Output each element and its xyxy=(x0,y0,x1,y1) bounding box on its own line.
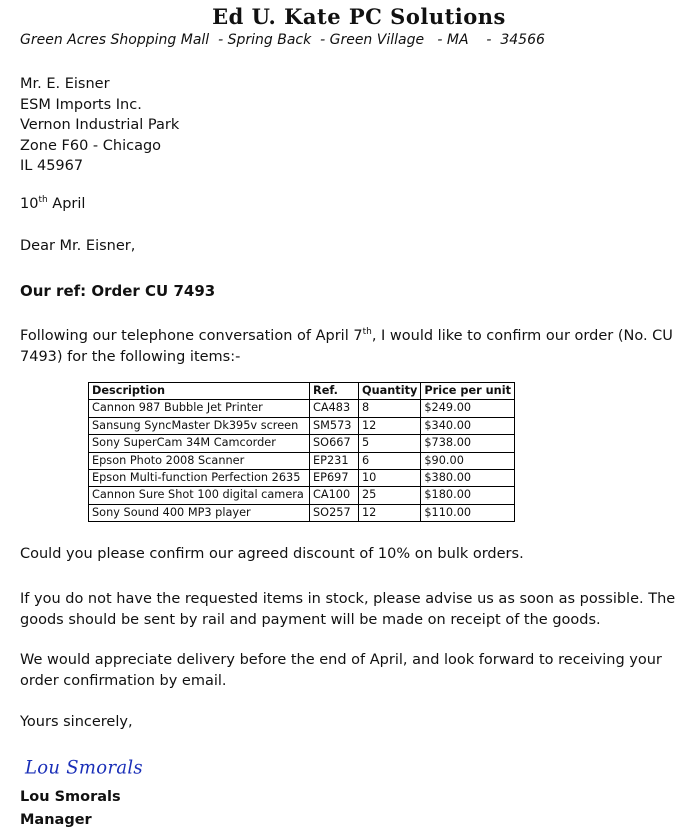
cell-price: $180.00 xyxy=(421,487,515,504)
recipient-line: IL 45967 xyxy=(20,158,84,174)
header-quantity: Quantity xyxy=(359,383,421,400)
table-row xyxy=(89,417,515,434)
recipient-line: Zone F60 - Chicago xyxy=(20,137,162,154)
cell-description: Cannon Sure Shot 100 digital camera xyxy=(89,487,310,504)
cell-description: Cannon 987 Bubble Jet Printer xyxy=(89,400,310,417)
cell-quantity: 10 xyxy=(359,470,421,487)
date-month: April xyxy=(52,196,86,212)
paragraph-discount: Could you please confirm our agreed discount of 10% on bulk orders. xyxy=(20,546,524,562)
cell-quantity: 8 xyxy=(359,400,421,417)
table-header-row xyxy=(89,383,515,400)
cell-ref: SM573 xyxy=(310,417,359,434)
header-description: Description xyxy=(89,383,310,400)
cell-quantity: 12 xyxy=(359,417,421,434)
cell-price: $90.00 xyxy=(421,452,515,469)
paragraph-intro-text-a: Following our telephone conversation of April 7 xyxy=(20,328,363,344)
cell-quantity: 6 xyxy=(359,452,421,469)
cell-ref: CA100 xyxy=(310,487,359,504)
cell-description: Sansung SyncMaster Dk395v screen xyxy=(89,417,310,434)
handwritten-signature: Lou Smorals xyxy=(25,756,143,779)
paragraph-intro-text-b: , I would like to confirm our order (No. CU 7493) for the following items:- xyxy=(20,328,673,365)
table-row xyxy=(89,487,515,504)
recipient-line: Vernon Industrial Park xyxy=(20,117,180,133)
order-items-table xyxy=(88,382,515,522)
cell-price: $110.00 xyxy=(421,504,515,521)
cell-quantity: 25 xyxy=(359,487,421,504)
table-row xyxy=(89,435,515,452)
cell-description: Epson Multi-function Perfection 2635 xyxy=(89,470,310,487)
closing: Yours sincerely, xyxy=(20,714,133,730)
table-row xyxy=(89,470,515,487)
cell-ref: SO667 xyxy=(310,435,359,452)
cell-ref: CA483 xyxy=(310,400,359,417)
company-address: Green Acres Shopping Mall - Spring Back - Green Village - MA - 34566 xyxy=(20,32,545,48)
table-row xyxy=(89,400,515,417)
greeting: Dear Mr. Eisner, xyxy=(20,238,136,254)
header-price: Price per unit xyxy=(421,383,515,400)
letter-date xyxy=(20,196,85,212)
cell-ref: EP697 xyxy=(310,470,359,487)
date-day: 10 xyxy=(20,196,39,212)
cell-ref: SO257 xyxy=(310,504,359,521)
cell-description: Sony Sound 400 MP3 player xyxy=(89,504,310,521)
order-reference: Our ref: Order CU 7493 xyxy=(20,282,216,300)
recipient-line: Mr. E. Eisner xyxy=(20,76,110,92)
cell-quantity: 12 xyxy=(359,504,421,521)
date-suffix: th xyxy=(38,195,48,206)
recipient-address-block xyxy=(20,74,179,177)
signer-title: Manager xyxy=(20,812,92,828)
cell-description: Sony SuperCam 34M Camcorder xyxy=(89,435,310,452)
cell-quantity: 5 xyxy=(359,435,421,452)
cell-price: $380.00 xyxy=(421,470,515,487)
company-name: Ed U. Kate PC Solutions xyxy=(212,4,506,29)
signer-name: Lou Smorals xyxy=(20,789,121,805)
paragraph-intro xyxy=(20,326,692,367)
cell-description: Epson Photo 2008 Scanner xyxy=(89,452,310,469)
recipient-line: ESM Imports Inc. xyxy=(20,96,142,113)
cell-price: $340.00 xyxy=(421,417,515,434)
cell-price: $738.00 xyxy=(421,435,515,452)
cell-price: $249.00 xyxy=(421,400,515,417)
table-row xyxy=(89,504,515,521)
paragraph-stock: If you do not have the requested items in stock, please advise us as soon as possible. The goods should be sent by rail and payment will be made on receipt of the goods. xyxy=(20,591,676,628)
paragraph-delivery: We would appreciate delivery before the end of April, and look forward to receiving your order confirmation by email. xyxy=(20,652,662,689)
paragraph-intro-sup: th xyxy=(362,327,372,338)
header-ref: Ref. xyxy=(310,383,359,400)
cell-ref: EP231 xyxy=(310,452,359,469)
table-row xyxy=(89,452,515,469)
